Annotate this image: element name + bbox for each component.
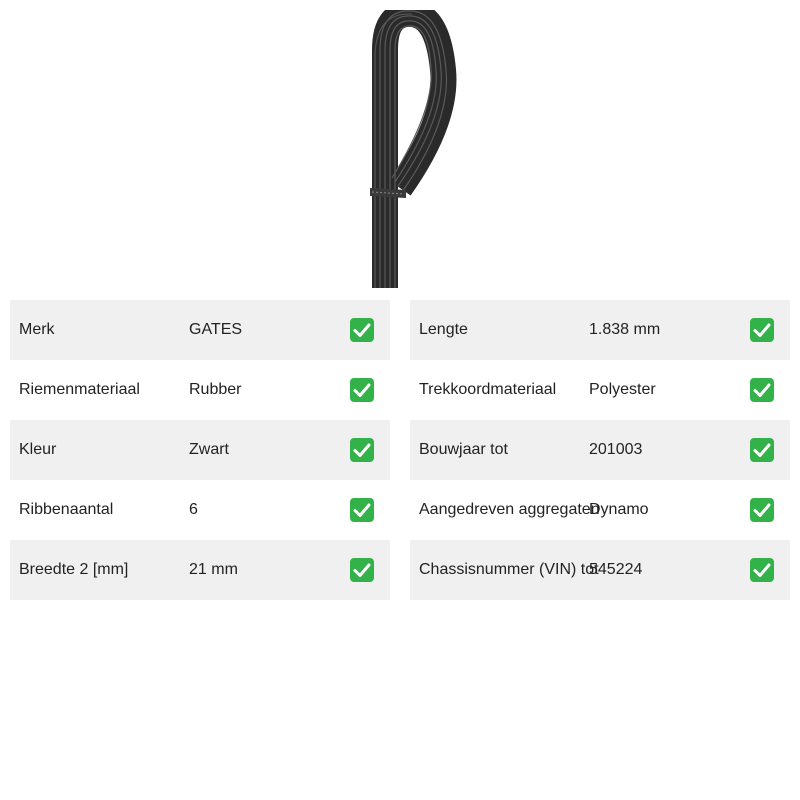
spec-label: Trekkoordmateriaal: [419, 381, 557, 398]
spec-table-right: [410, 300, 790, 600]
spec-label: Kleur: [19, 441, 57, 458]
spec-label: Merk: [19, 321, 55, 338]
spec-row-build-year-until: [410, 420, 790, 480]
check-mark-icon: [750, 378, 774, 402]
spec-label: Aangedreven aggregaten: [419, 501, 600, 518]
check-mark-icon: [750, 498, 774, 522]
spec-row-width: [10, 540, 390, 600]
spec-value: 1.838 mm: [589, 321, 661, 338]
spec-value: Rubber: [189, 381, 242, 398]
check-mark-icon: [750, 558, 774, 582]
spec-row-brand: [10, 300, 390, 360]
spec-label: Breedte 2 [mm]: [19, 561, 129, 578]
spec-value: Polyester: [589, 381, 656, 398]
spec-label: Chassisnummer (VIN) tot: [419, 561, 599, 578]
check-mark-icon: [350, 438, 374, 462]
check-mark-icon: [750, 318, 774, 342]
spec-value: Dynamo: [589, 501, 649, 518]
spec-value: GATES: [189, 321, 243, 338]
spec-row-cord-material: [410, 360, 790, 420]
spec-row-belt-material: [10, 360, 390, 420]
spec-label: Riemenmateriaal: [19, 381, 140, 398]
check-mark-icon: [350, 558, 374, 582]
spec-row-rib-count: [10, 480, 390, 540]
check-mark-icon: [350, 318, 374, 342]
product-image: [340, 10, 460, 288]
spec-label: Bouwjaar tot: [419, 441, 508, 458]
spec-row-vin-until: [410, 540, 790, 600]
v-ribbed-belt-image: [340, 10, 460, 288]
spec-value: 6: [189, 501, 198, 518]
spec-label: Ribbenaantal: [19, 501, 114, 518]
check-mark-icon: [750, 438, 774, 462]
check-mark-icon: [350, 378, 374, 402]
spec-value: 545224: [589, 561, 643, 578]
spec-value: Zwart: [189, 441, 229, 458]
spec-table-left: [10, 300, 390, 600]
spec-label: Lengte: [419, 321, 468, 338]
spec-value: 21 mm: [189, 561, 238, 578]
spec-row-driven-units: [410, 480, 790, 540]
spec-value: 201003: [589, 441, 643, 458]
spec-row-color: [10, 420, 390, 480]
spec-row-length: [410, 300, 790, 360]
check-mark-icon: [350, 498, 374, 522]
